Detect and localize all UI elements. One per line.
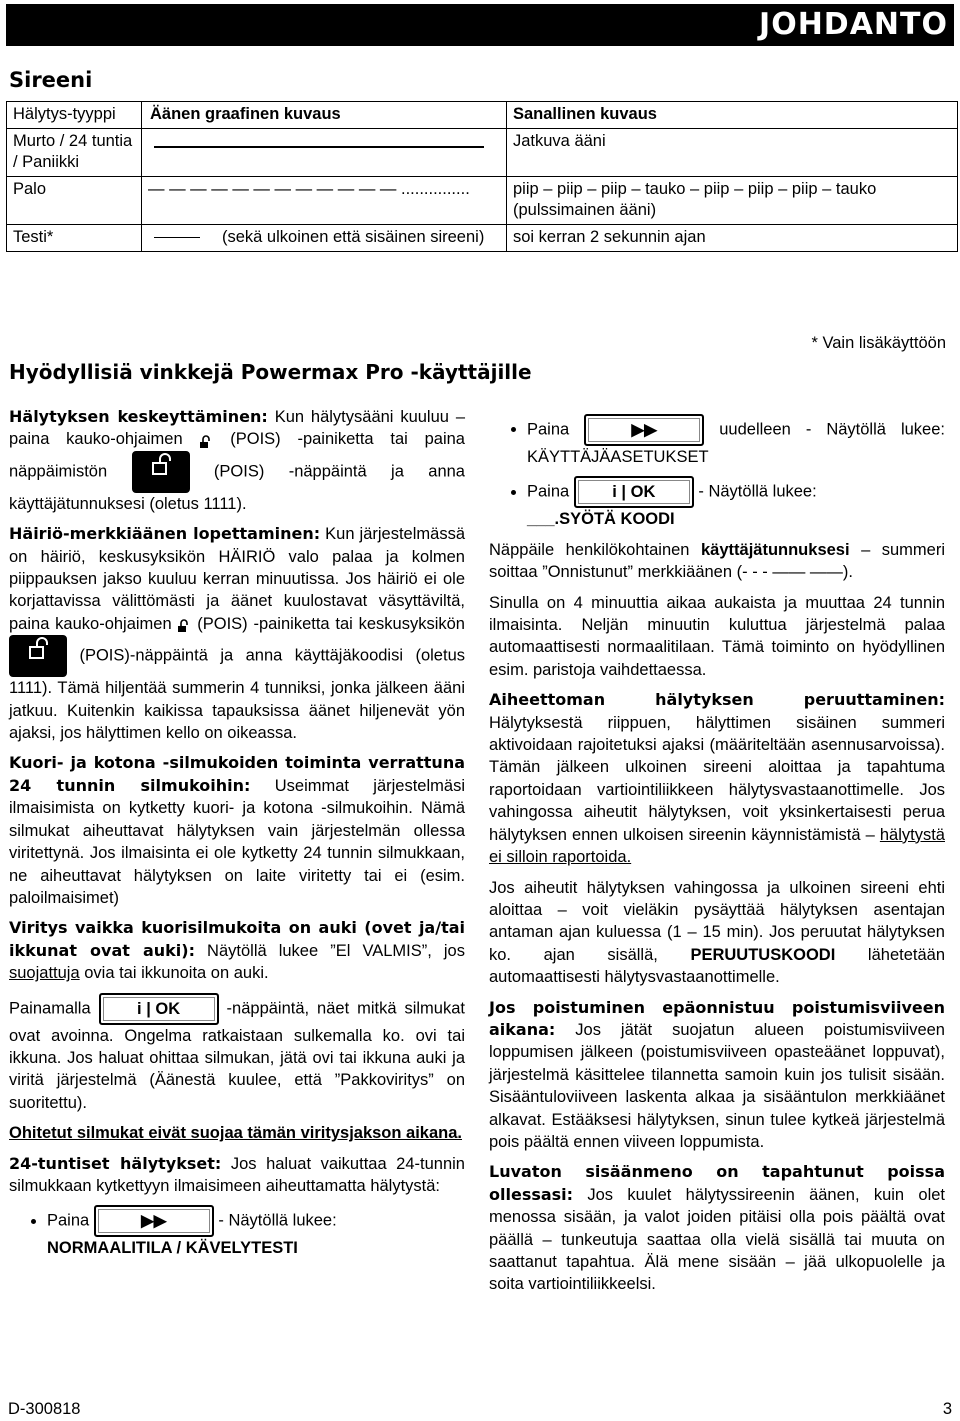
row-type: Murto / 24 tuntia / Paniikki [13, 132, 133, 171]
h24-heading: 24-tuntiset hälytykset: [9, 1153, 222, 1173]
tips-title: Hyödyllisiä vinkkejä Powermax Pro -käyttäjille [9, 360, 532, 384]
text: käyttäjätunnuksesi [701, 540, 850, 559]
paragraph [489, 689, 945, 868]
text: Hälytyksestä riippuen, hälyttimen sisäinen summeri aktivoidaan rajoitetuksi ajaksi (määriteltään asennusarvoissa). Tämän jälkeen ulkoinen sireeni aloittaa ja tapahtuma raportoidaan vartiointiliikkeen hälytysvastaanottimelle. Jos vahingossa aiheutit hälytyksen, voit yksinkertaisesti perua hälytyksen ennen ulkoisen sireenin käynnistämistä – [489, 713, 945, 844]
paragraph [489, 1161, 945, 1295]
text: suojattuja [9, 964, 80, 983]
text: Paina [527, 482, 570, 501]
info-ok-button-icon: i | OK [99, 993, 219, 1025]
text: - Näytöllä lukee: [218, 1211, 337, 1230]
row-verbal: piip – piip – piip – tauko – piip – piip – piip – tauko (pulssimainen ääni) [513, 180, 877, 219]
info-ok-button-icon: i | OK [574, 476, 694, 508]
text: – summeri soittaa ”Onnistunut” merkkiäänen (- - - —— ——). [489, 540, 946, 582]
paragraph [9, 752, 465, 909]
table-cell [142, 177, 507, 225]
col-header-verbal-label: Sanallinen kuvaus [513, 105, 657, 123]
right-column [489, 414, 945, 1304]
exit-heading: Jos poistuminen epäonnistuu poistumisviiveen aikana: [489, 997, 945, 1039]
text: Paina [47, 1211, 90, 1230]
row-type: Palo [13, 180, 47, 198]
table-row [7, 225, 958, 252]
col-header-graphic-label: Äänen graafinen kuvaus [150, 105, 341, 123]
false-alarm-heading: Aiheettoman hälytyksen peruuttaminen: [489, 690, 945, 710]
text: Painamalla [9, 998, 91, 1017]
text: Näytöllä lukee ”El VALMIS”, jos [207, 941, 465, 960]
text: Näppäile henkilökohtainen [489, 540, 690, 559]
text: (POIS) -näppäintä ja anna käyttäjätunnuksesi (oletus 1111). [9, 462, 465, 513]
table-cell [507, 129, 958, 177]
intrusion-heading: Luvaton sisäänmeno on tapahtunut poissa ollessasi: [489, 1162, 945, 1204]
unlock-icon [177, 617, 191, 631]
table-cell [507, 225, 958, 252]
left-column [9, 406, 465, 1268]
paragraph [9, 406, 465, 515]
text: (POIS)-näppäintä ja anna käyttäjäkoodisi (oletus 1111). Tämä hiljentää summerin 4 tunniksi, jonka jälkeen ääni jatkuu. Kuitenkin kaikissa tapauksissa äänet hiljenevät yön ajaksi, jos hälyttimen kello on oikeassa. [9, 646, 465, 743]
display-text: ___.SYÖTÄ KOODI [527, 510, 675, 529]
text: Jos jätät suojatun alueen poistumisviiveen loppumisen jälkeen (poistumisviiveen opasteäänet loppuvat), järjestelmä käsittelee tilannetta samoin kuin jos tulisit sisään. Sisääntuloviiveen laskenta alkaa ja sisääntulon merkkiäänet alkavat. Estääksesi hälytyksen, sinun tulee kytkeä järjestelmä pois päältä ennen viiveen loppumista. [489, 1020, 945, 1151]
siren-title: Sireeni [9, 68, 93, 92]
table-cell [507, 177, 958, 225]
keypad-off-button-icon [9, 635, 67, 677]
row-verbal: Jatkuva ääni [513, 132, 606, 150]
zones-heading: Kuori- ja kotona -silmukoiden toiminta verrattuna 24 tunnin silmukoihin: [9, 753, 465, 795]
text: Jos kuulet hälytyssireenin äänen, kuin olet menossa sisään, ja valot joiden pitäisi olla pois päältä ovat päällä – tunkeutuja saattaa olla vielä sisällä tai muuta on saattanut tapahtua. Älä mene sisään – jää ulkopuolelle ja soita vartiointiliikkeelsi. [489, 1185, 945, 1294]
header-bar [6, 4, 954, 46]
ok-label: OK [155, 999, 181, 1018]
open-zones-heading: Viritys vaikka kuorisilmukoita on auki (ovet ja/tai ikkunat ovat auki): [9, 918, 465, 960]
keypad-off-button-icon [132, 451, 190, 493]
steps-list [489, 414, 945, 531]
list-item [47, 1205, 465, 1259]
siren-table [6, 101, 958, 252]
text: - Näytöllä lukee: [698, 482, 817, 501]
short-line-graphic [154, 237, 200, 238]
table-cell [142, 129, 507, 177]
col-header-type-label: Hälytys-tyyppi [13, 105, 116, 123]
row-verbal: soi kerran 2 sekunnin ajan [513, 228, 706, 246]
paragraph [9, 523, 465, 744]
footer-page-number: 3 [942, 1400, 952, 1418]
table-header-row [7, 102, 958, 129]
list-item [527, 414, 945, 468]
h24-list [9, 1205, 465, 1259]
text: Jos haluat vaikuttaa 24-tunnin silmukkaan kytkettyyn ilmaisimeen aiheuttamatta hälytystä: [9, 1154, 465, 1195]
continuous-line-graphic [154, 146, 484, 148]
table-cell [142, 225, 507, 252]
unlock-icon [199, 433, 213, 447]
col-header-verbal [507, 102, 958, 129]
display-text: NORMAALITILA / KÄVELYTESTI [47, 1239, 298, 1258]
paragraph [9, 993, 465, 1115]
text: Paina [527, 420, 570, 439]
text: Kun järjestelmässä on häiriö, keskusyksikön HÄIRIÖ valo palaa ja kolmen piippauksen jakso kuuluu kerran minuutissa. Jos häiriö ei ole korjattavissa välittömästi ja äänet kuulostavat väsyttäviltä, paina kauko-ohjaimen [9, 525, 465, 633]
text: lähetetään automaattisesti hälytysvastaanottimelle. [489, 945, 945, 987]
paragraph [489, 539, 945, 584]
paragraph [9, 917, 465, 984]
list-item [527, 476, 945, 530]
next-button-icon: ▶▶ [584, 414, 704, 446]
table-cell [7, 129, 142, 177]
table-row [7, 177, 958, 225]
info-label: i [137, 999, 142, 1018]
paragraph [489, 997, 945, 1154]
trouble-heading: Häiriö-merkkiäänen lopettaminen: [9, 524, 321, 544]
footnote: * Vain lisäkäyttöön [811, 334, 946, 352]
paragraph [9, 1153, 465, 1198]
text: Kun hälytysääni kuuluu – paina kauko-ohjaimen [9, 408, 465, 449]
table-row [7, 129, 958, 177]
text: Jos aiheutit hälytyksen vahingossa ja ulkoinen sireeni ehti aloittaa – voit vieläkin pysäyttää hälytyksen asentajan antaman ajan kuluessa (1 – 15 min). Jos peruutat hälytyksen ko. ajan sisällä, [489, 878, 945, 964]
footer-doc-id: D-300818 [8, 1400, 81, 1418]
table-cell [7, 177, 142, 225]
pulse-dash-graphic: — — — — — — — — — — — — ............... [148, 180, 470, 198]
table-cell [7, 225, 142, 252]
next-button-icon: ▶▶ [94, 1205, 214, 1237]
text: (POIS) -painiketta tai keskusyksikön [197, 614, 465, 633]
paragraph: Ohitetut silmukat eivät suojaa tämän viritysjakson aikana. [9, 1124, 463, 1143]
header-title: JOHDANTO [759, 7, 948, 42]
row-graphic: (sekä ulkoinen että sisäinen sireeni) [222, 228, 485, 246]
col-header-type [7, 102, 142, 129]
text: hälytystä ei silloin raportoida. [489, 825, 945, 867]
text: PERUUTUSKOODI [690, 945, 836, 964]
col-header-graphic [142, 102, 507, 129]
text: uudelleen - Näytöllä lukee: KÄYTTÄJÄASETUKSET [527, 420, 945, 466]
text: (POIS) -painiketta tai paina näppäimistön [9, 430, 465, 481]
text: Useimmat järjestelmäsi ilmaisimista on kytketty kuori- ja kotona -silmukoihin. Nämä silmukat aiheuttavat hälytyksen vain järjestelmän ollessa viritettynä. Jos ilmaisinta ei ole kytketty 24 tunnin silmukkaan, ne aiheuttavat hälytyksen on laite viritetty tai ei (esim. paloilmaisimet) [9, 776, 465, 907]
row-type: Testi* [13, 228, 54, 246]
text: ovia tai ikkunoita on auki. [84, 964, 269, 983]
alarm-stop-heading: Hälytyksen keskeyttäminen: [9, 407, 268, 426]
paragraph: Sinulla on 4 minuuttia aikaa aukaista ja muuttaa 24 tunnin ilmaisinta. Neljän minuutin kuluttua järjestelmä palaa automaattisesti normaalitilaan. Tämä toiminto on hyödyllinen esim. paristoja vaihdettaessa. [489, 593, 945, 679]
paragraph [489, 877, 945, 989]
text: -näppäintä, näet mitkä silmukat ovat avoinna. Ongelma ratkaistaan sulkemalla ko. ovi tai ikkuna. Jos haluat ohittaa silmukan, jätä ovi tai ikkuna auki ja viritä järjestelmä (Äänestä kuulee, että ”Pakkoviritys” on suoritettu). [9, 998, 465, 1112]
